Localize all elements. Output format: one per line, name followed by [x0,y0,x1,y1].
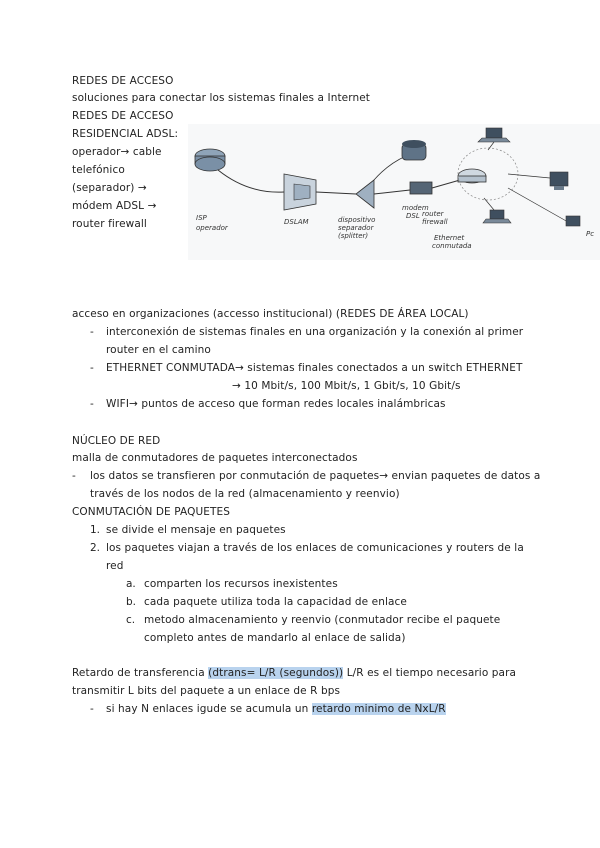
item-1: se divide el mensaje en paquetes [106,524,286,536]
core-dash: - [72,470,76,482]
sub-b: cada paquete utiliza toda la capacidad de enlace [144,596,407,608]
item-2-line-2: red [106,560,124,572]
org-dash-2: - [90,362,94,374]
delay-bullet-pre: si hay N enlaces igude se acumula un [106,703,312,715]
modem-label-2: DSL [406,212,420,220]
core-intro: malla de conmutadores de paquetes interconectados [72,452,358,464]
adsl-line-6: router firewall [72,218,147,230]
switching-title: CONMUTACIÓN DE PAQUETES [72,506,230,518]
adsl-line-4: (separador) → [72,182,147,194]
sub-a: comparten los recursos inexistentes [144,578,338,590]
access-subtitle: REDES DE ACCESO [72,110,174,122]
delay-line-1-post: L/R es el tiempo necesario para [343,667,517,679]
isp-router-icon [195,149,225,171]
dslam-label: DSLAM [284,218,309,226]
adsl-network-diagram [188,124,600,260]
access-intro: soluciones para conectar los sistemas finales a Internet [72,92,370,104]
sub-b-letter: b. [126,596,137,608]
telephone-icon [402,140,426,160]
delay-bullet [106,702,446,716]
sub-c-letter: c. [126,614,136,626]
ethernet-label-2: conmutada [432,242,472,250]
org-dash-1: - [90,326,94,338]
splitter-label-1: dispositivo [338,216,376,224]
org-bullet-2-line-2: → 10 Mbit/s, 100 Mbit/s, 1 Gbit/s, 10 Gbit/s [232,380,461,392]
section-title-access: REDES DE ACCESO [72,75,174,87]
section-title-core: NÚCLEO DE RED [72,435,161,447]
delay-line-1 [72,666,516,680]
edge-pc-label: Pc [586,230,595,238]
org-dash-3: - [90,398,94,410]
router-label-2: firewall [422,218,448,226]
item-2-number: 2. [90,542,101,554]
org-bullet-1-line-2: router en el camino [106,344,211,356]
dsl-modem-icon [410,182,432,194]
ethernet-label-1: Ethernet [434,234,465,242]
core-bullet-line-1: los datos se transfieren por conmutación de paquetes→ envian paquetes de datos a [90,470,541,482]
delay-dash: - [90,703,94,715]
sub-c-line-2: completo antes de mandarlo al enlace de salida) [144,632,406,644]
adsl-line-2: operador→ cable [72,146,162,158]
isp-label: ISP [196,214,207,222]
sub-c-line-1: metodo almacenamiento y reenvio (conmutador recibe el paquete [144,614,501,626]
splitter-label-2: separador [338,224,374,232]
adsl-line-1: RESIDENCIAL ADSL: [72,128,179,140]
delay-formula-highlight: (dtrans= L/R (segundos)) [208,667,344,679]
org-bullet-2-line-1: ETHERNET CONMUTADA→ sistemas finales conectados a un switch ETHERNET [106,362,523,374]
edge-pc-icon [566,216,580,226]
isp-sub-label: operador [196,224,228,232]
delay-line-2: transmitir L bits del paquete a un enlace de R bps [72,685,341,697]
splitter-label-3: (splitter) [338,232,369,240]
core-bullet-line-2: través de los nodos de la red (almacenamiento y reenvio) [90,488,400,500]
item-2-line-1: los paquetes viajan a través de los enlaces de comunicaciones y routers de la [106,542,524,554]
org-bullet-3: WIFI→ puntos de acceso que forman redes locales inalámbricas [106,398,446,410]
adsl-line-5: módem ADSL → [72,200,157,212]
modem-label-1: modem [402,204,429,212]
delay-line-1-pre: Retardo de transferencia [72,667,209,679]
org-title: acceso en organizaciones (accesso institucional) (REDES DE ÁREA LOCAL) [72,308,469,320]
sub-a-letter: a. [126,578,136,590]
router-label-1: router [422,210,444,218]
dslam-icon [284,174,316,210]
org-bullet-1-line-1: interconexión de sistemas finales en una organización y la conexión al primer [106,326,524,338]
router-firewall-icon [458,169,486,183]
item-1-number: 1. [90,524,101,536]
delay-min-highlight: retardo minimo de NxL/R [311,703,446,715]
adsl-line-3: telefónico [72,164,125,176]
